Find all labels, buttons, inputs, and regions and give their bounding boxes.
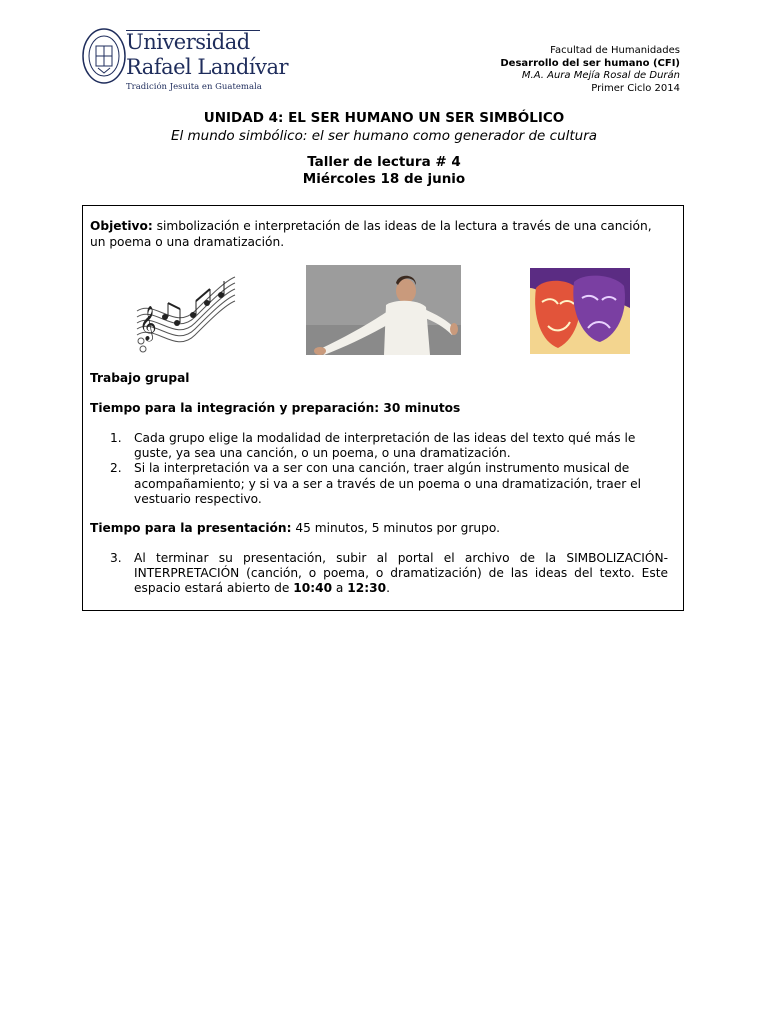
unit-subtitle: El mundo simbólico: el ser humano como generador de cultura: [170, 128, 598, 144]
list-item-number: 1.: [110, 431, 122, 445]
list-item: [90, 551, 668, 597]
prep-time-label: Tiempo para la integración y preparación: 30 minutos: [90, 401, 461, 415]
teacher-name: M.A. Aura Mejía Rosal de Durán: [521, 70, 680, 81]
upload-end-time: 12:30: [347, 581, 387, 596]
objective-label: Objetivo:: [90, 219, 153, 233]
list-item-text: Si la interpretación va a ser con una canción, traer algún instrumento musical de acompañamiento; y si va a ser a través de un poema o una dramatización, traer el vestuario respectivo.: [134, 461, 642, 506]
unit-title: UNIDAD 4: EL SER HUMANO UN SER SIMBÓLICO: [203, 110, 565, 126]
upload-instructions: [90, 551, 668, 597]
objective-text: simbolización e interpretación de las ideas de la lectura a través de una canción, un poema o una dramatización.: [90, 219, 652, 249]
presentation-time-text: 45 minutos, 5 minutos por grupo.: [291, 521, 500, 535]
presentation-time-label: Tiempo para la presentación:: [90, 521, 292, 535]
theater-masks-image: [530, 268, 630, 354]
logo-tagline: Tradición Jesuita en Guatemala: [126, 82, 262, 92]
illustrations: [83, 265, 683, 357]
music-notes-image: [135, 271, 237, 355]
presentation-time: [90, 521, 500, 535]
faculty-name: Facultad de Humanidades: [550, 45, 680, 56]
logo-line-2: Rafael Landívar: [126, 55, 288, 79]
university-seal-icon: [82, 28, 126, 84]
logo-name: [126, 30, 288, 80]
course-name: Desarrollo del ser humano (CFI): [500, 57, 680, 69]
logo-line-1: Universidad: [126, 30, 250, 54]
workshop-date: Miércoles 18 de junio: [302, 171, 466, 187]
upload-text-c: .: [386, 581, 390, 596]
objective: [90, 219, 668, 250]
activity-box: [82, 205, 684, 611]
list-item-text: Cada grupo elige la modalidad de interpretación de las ideas del texto qué más le guste, ya sea una canción, o un poema, o una dramatización.: [134, 431, 636, 461]
upload-text-a: Al terminar su presentación, subir al portal el archivo de la SIMBOLIZACIÓN-INTERPRETACIÓN (canción, o poema, o dramatización) de las ideas del texto. Este espacio estará abierto de: [134, 551, 668, 596]
unit-heading: [0, 109, 768, 145]
list-item: [90, 431, 668, 461]
list-item: [90, 461, 668, 507]
university-logo: [82, 28, 288, 96]
course-header: [500, 45, 680, 95]
list-item-number: 3.: [110, 551, 122, 565]
term: Primer Ciclo 2014: [591, 82, 680, 94]
workshop-title: Taller de lectura # 4: [307, 154, 461, 170]
workshop-heading: [0, 154, 768, 188]
group-work-label: Trabajo grupal: [90, 371, 190, 385]
upload-text-b: a: [332, 581, 348, 596]
upload-start-time: 10:40: [293, 581, 333, 596]
list-item-number: 2.: [110, 461, 122, 476]
actor-photo: [306, 265, 461, 355]
svg-text:𝄞: 𝄞: [139, 306, 157, 341]
instructions-list: [90, 431, 668, 507]
